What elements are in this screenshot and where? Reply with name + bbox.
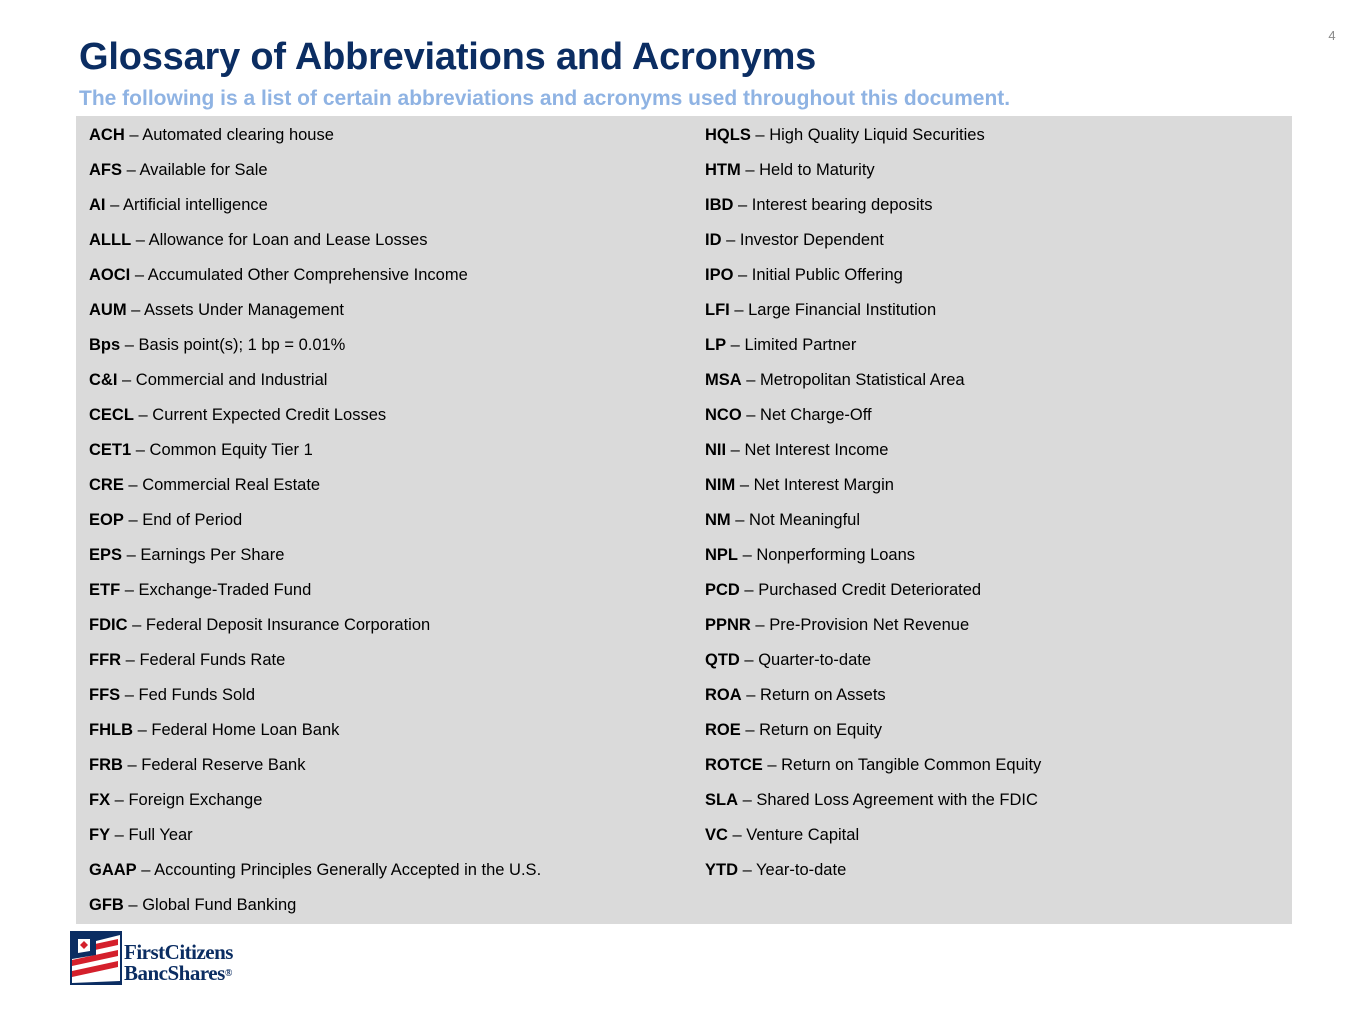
glossary-definition: Shared Loss Agreement with the FDIC (756, 791, 1038, 809)
glossary-separator: – (730, 511, 750, 529)
flag-logo-icon (70, 931, 122, 985)
glossary-entry (89, 118, 689, 153)
glossary-separator: – (727, 826, 747, 844)
glossary-separator: – (120, 581, 139, 599)
glossary-entry (705, 608, 1285, 643)
glossary-definition: Accounting Principles Generally Accepted in the U.S. (154, 861, 542, 879)
glossary-abbreviation: IBD (705, 196, 734, 214)
glossary-entry (705, 433, 1285, 468)
glossary-abbreviation: AI (89, 196, 106, 214)
glossary-definition: Initial Public Offering (751, 266, 903, 284)
glossary-definition: Venture Capital (746, 826, 860, 844)
glossary-abbreviation: ROE (705, 721, 741, 739)
glossary-entry (89, 293, 689, 328)
glossary-definition: Net Interest Income (744, 441, 889, 459)
glossary-abbreviation: HTM (705, 161, 741, 179)
glossary-separator: – (729, 301, 749, 319)
glossary-abbreviation: FDIC (89, 616, 128, 634)
glossary-definition: Return on Equity (759, 721, 883, 739)
glossary-separator: – (120, 336, 139, 354)
page-number: 4 (1328, 28, 1336, 43)
glossary-entry (89, 888, 689, 923)
glossary-abbreviation: NM (705, 511, 731, 529)
glossary-definition: Interest bearing deposits (751, 196, 933, 214)
glossary-entry (89, 818, 689, 853)
glossary-abbreviation: NCO (705, 406, 742, 424)
glossary-abbreviation: C&I (89, 371, 118, 389)
glossary-definition: Earnings Per Share (140, 546, 285, 564)
glossary-abbreviation: FHLB (89, 721, 133, 739)
glossary-abbreviation: ETF (89, 581, 121, 599)
glossary-entry (89, 608, 689, 643)
glossary-entry (705, 328, 1285, 363)
glossary-abbreviation: MSA (705, 371, 742, 389)
glossary-abbreviation: SLA (705, 791, 738, 809)
glossary-separator: – (735, 476, 754, 494)
glossary-definition: Year-to-date (756, 861, 847, 879)
glossary-entry (89, 573, 689, 608)
glossary-entry (705, 258, 1285, 293)
glossary-separator: – (131, 441, 150, 459)
glossary-left-column (89, 118, 689, 923)
glossary-separator: – (738, 546, 757, 564)
glossary-separator: – (120, 686, 139, 704)
glossary-abbreviation: YTD (705, 861, 738, 879)
glossary-separator: – (124, 126, 143, 144)
glossary-definition: Return on Tangible Common Equity (781, 756, 1042, 774)
glossary-abbreviation: AFS (89, 161, 122, 179)
glossary-entry (89, 468, 689, 503)
glossary-definition: Held to Maturity (759, 161, 875, 179)
glossary-entry (705, 398, 1285, 433)
glossary-separator: – (136, 861, 155, 879)
glossary-entry (89, 398, 689, 433)
glossary-definition: Basis point(s); 1 bp = 0.01% (138, 336, 346, 354)
glossary-separator: – (123, 476, 143, 494)
glossary-entry (705, 223, 1285, 258)
glossary-separator: – (117, 371, 136, 389)
glossary-entry (705, 678, 1285, 713)
glossary-abbreviation: Bps (89, 336, 121, 354)
glossary-entry (89, 538, 689, 573)
glossary-definition: Foreign Exchange (128, 791, 263, 809)
glossary-abbreviation: PCD (705, 581, 740, 599)
glossary-separator: – (122, 546, 141, 564)
glossary-entry (705, 748, 1285, 783)
glossary-entry (89, 328, 689, 363)
glossary-separator: – (726, 441, 745, 459)
glossary-abbreviation: GFB (89, 896, 124, 914)
glossary-separator: – (750, 616, 770, 634)
page-title: Glossary of Abbreviations and Acronyms (79, 36, 817, 78)
glossary-abbreviation: PPNR (705, 616, 751, 634)
glossary-entry (705, 363, 1285, 398)
glossary-abbreviation: CET1 (89, 441, 132, 459)
glossary-separator: – (738, 861, 757, 879)
glossary-separator: – (726, 336, 745, 354)
company-logo (70, 931, 260, 987)
glossary-entry (89, 678, 689, 713)
glossary-entry (89, 783, 689, 818)
glossary-entry (705, 293, 1285, 328)
glossary-abbreviation: ACH (89, 126, 125, 144)
glossary-separator: – (123, 896, 143, 914)
glossary-separator: – (122, 756, 142, 774)
logo-wordmark (124, 942, 233, 984)
glossary-entry (89, 713, 689, 748)
glossary-separator: – (739, 581, 759, 599)
glossary-abbreviation: ALLL (89, 231, 132, 249)
glossary-definition: Global Fund Banking (142, 896, 297, 914)
glossary-abbreviation: FFR (89, 651, 122, 669)
glossary-definition: Full Year (128, 826, 193, 844)
glossary-panel (76, 116, 1292, 924)
glossary-separator: – (123, 511, 143, 529)
glossary-separator: – (121, 651, 140, 669)
glossary-definition: Net Charge-Off (760, 406, 872, 424)
registered-mark: ® (224, 968, 232, 979)
glossary-definition: Metropolitan Statistical Area (760, 371, 965, 389)
glossary-separator: – (110, 826, 129, 844)
glossary-separator: – (126, 301, 145, 319)
glossary-abbreviation: EPS (89, 546, 123, 564)
glossary-separator: – (750, 126, 770, 144)
glossary-entry (705, 538, 1285, 573)
glossary-abbreviation: VC (705, 826, 728, 844)
glossary-abbreviation: CECL (89, 406, 134, 424)
glossary-separator: – (130, 266, 148, 284)
glossary-separator: – (131, 231, 149, 249)
glossary-definition: High Quality Liquid Securities (769, 126, 985, 144)
glossary-definition: End of Period (142, 511, 243, 529)
glossary-entry (705, 783, 1285, 818)
glossary-entry (705, 853, 1285, 888)
glossary-abbreviation: IPO (705, 266, 734, 284)
glossary-definition: Pre-Provision Net Revenue (769, 616, 970, 634)
glossary-definition: Federal Reserve Bank (141, 756, 306, 774)
glossary-separator: – (738, 791, 757, 809)
glossary-definition: Purchased Credit Deteriorated (758, 581, 982, 599)
glossary-abbreviation: AUM (89, 301, 127, 319)
glossary-entry (705, 503, 1285, 538)
glossary-definition: Available for Sale (139, 161, 268, 179)
glossary-entry (705, 643, 1285, 678)
glossary-separator: – (122, 161, 140, 179)
glossary-abbreviation: ROA (705, 686, 742, 704)
glossary-right-column (705, 118, 1285, 888)
glossary-separator: – (741, 371, 761, 389)
glossary-definition: Federal Deposit Insurance Corporation (145, 616, 431, 634)
glossary-definition: Nonperforming Loans (756, 546, 916, 564)
page-subtitle: The following is a list of certain abbreviations and acronyms used throughout this document. (79, 87, 1011, 110)
glossary-separator: – (110, 791, 129, 809)
glossary-entry (89, 363, 689, 398)
glossary-definition: Fed Funds Sold (138, 686, 256, 704)
glossary-entry (89, 258, 689, 293)
glossary-definition: Accumulated Other Comprehensive Income (147, 266, 468, 284)
glossary-definition: Commercial Real Estate (142, 476, 321, 494)
glossary-definition: Current Expected Credit Losses (152, 406, 387, 424)
glossary-abbreviation: FRB (89, 756, 123, 774)
glossary-definition: Not Meaningful (749, 511, 861, 529)
glossary-separator: – (741, 406, 761, 424)
glossary-abbreviation: LFI (705, 301, 730, 319)
glossary-abbreviation: EOP (89, 511, 124, 529)
glossary-separator: – (133, 721, 152, 739)
glossary-abbreviation: FX (89, 791, 111, 809)
glossary-definition: Net Interest Margin (753, 476, 894, 494)
glossary-abbreviation: FY (89, 826, 111, 844)
glossary-entry (89, 748, 689, 783)
glossary-separator: – (740, 721, 760, 739)
glossary-entry (705, 153, 1285, 188)
glossary-separator: – (721, 231, 740, 249)
glossary-definition: Quarter-to-date (758, 651, 872, 669)
glossary-entry (89, 188, 689, 223)
glossary-separator: – (133, 406, 153, 424)
glossary-abbreviation: GAAP (89, 861, 137, 879)
glossary-entry (89, 643, 689, 678)
glossary-abbreviation: NII (705, 441, 727, 459)
glossary-entry (705, 573, 1285, 608)
glossary-entry (705, 468, 1285, 503)
glossary-abbreviation: ROTCE (705, 756, 763, 774)
logo-line-1: FirstCitizens (124, 940, 233, 964)
glossary-entry (89, 853, 689, 888)
glossary-abbreviation: LP (705, 336, 727, 354)
glossary-separator: – (739, 651, 759, 669)
glossary-entry (705, 713, 1285, 748)
glossary-entry (705, 188, 1285, 223)
glossary-entry (89, 223, 689, 258)
glossary-abbreviation: NIM (705, 476, 736, 494)
glossary-definition: Assets Under Management (144, 301, 344, 319)
glossary-entry (705, 118, 1285, 153)
glossary-entry (89, 433, 689, 468)
glossary-separator: – (762, 756, 782, 774)
glossary-abbreviation: NPL (705, 546, 738, 564)
glossary-entry (89, 153, 689, 188)
glossary-separator: – (741, 686, 761, 704)
glossary-abbreviation: QTD (705, 651, 740, 669)
glossary-abbreviation: FFS (89, 686, 121, 704)
glossary-definition: Investor Dependent (739, 231, 884, 249)
glossary-abbreviation: ID (705, 231, 722, 249)
glossary-definition: Federal Funds Rate (139, 651, 286, 669)
glossary-separator: – (733, 266, 752, 284)
glossary-abbreviation: CRE (89, 476, 124, 494)
glossary-abbreviation: HQLS (705, 126, 751, 144)
glossary-separator: – (733, 196, 752, 214)
glossary-definition: Large Financial Institution (748, 301, 937, 319)
glossary-definition: Commercial and Industrial (135, 371, 328, 389)
glossary-definition: Common Equity Tier 1 (149, 441, 313, 459)
glossary-separator: – (105, 196, 123, 214)
glossary-definition: Automated clearing house (142, 126, 334, 144)
glossary-separator: – (740, 161, 760, 179)
glossary-definition: Return on Assets (760, 686, 886, 704)
glossary-definition: Federal Home Loan Bank (151, 721, 340, 739)
glossary-definition: Exchange-Traded Fund (138, 581, 312, 599)
glossary-entry (89, 503, 689, 538)
glossary-definition: Limited Partner (744, 336, 857, 354)
logo-line-2: BancShares (124, 961, 225, 985)
glossary-entry (705, 818, 1285, 853)
glossary-abbreviation: AOCI (89, 266, 131, 284)
glossary-definition: Artificial intelligence (122, 196, 268, 214)
glossary-separator: – (127, 616, 146, 634)
glossary-definition: Allowance for Loan and Lease Losses (148, 231, 428, 249)
